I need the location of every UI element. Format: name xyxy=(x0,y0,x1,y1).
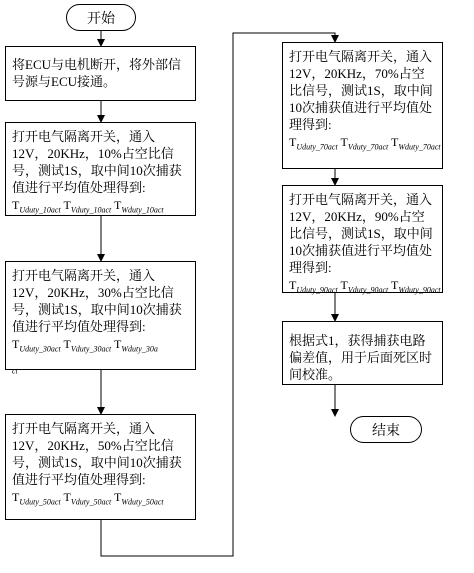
step-4-box xyxy=(5,414,196,520)
step-6-text: 打开电气隔离开关，通入12V，20KHz，90%占空比信号，测试1S，取中间10次捕获值进行平均值处理得到: xyxy=(289,192,433,275)
step-3-box xyxy=(5,261,196,376)
step-4-values: $T_{Uduty\_50act}$ $T_{Vduty\_50act}$ $T_{Wduty\_50act}$ xyxy=(12,490,164,507)
step-1-box xyxy=(5,46,196,101)
step-2-text: 打开电气隔离开关，通入12V，20KHz，10%占空比信号，测试1S，取中间10次捕获值进行平均值处理得到: xyxy=(12,129,182,195)
step-3-values: $T_{Uduty\_30act}$ $T_{Vduty\_30act}$ $T_{Wduty\_30a}$ xyxy=(12,337,158,354)
start-label: 开始 xyxy=(87,11,115,27)
end-label: 结束 xyxy=(372,423,400,439)
step-2-values: $T_{Uduty\_10act}$ $T_{Vduty\_10act}$ $T_{Wduty\_10act}$ xyxy=(12,198,164,215)
step-4-text: 打开电气隔离开关，通入12V，20KHz，50%占空比信号，测试1S，取中间10次捕获值进行平均值处理得到: xyxy=(12,421,182,487)
end-terminal xyxy=(350,416,422,443)
step-3-values-wrap: ct xyxy=(12,366,18,376)
step-1-text: 将ECU与电机断开，将外部信号源与ECU接通。 xyxy=(12,57,182,89)
step-5-text: 打开电气隔离开关，通入12V，20KHz，70%占空比信号，测试1S，取中间10次捕获值进行平均值处理得到: xyxy=(289,49,433,132)
step-6-values: $T_{Uduty\_90act}$ $T_{Vduty\_90act}$ $T_{Wduty\_90act}$ xyxy=(289,278,441,295)
step-5-values: $T_{Uduty\_70act}$ $T_{Vduty\_70act}$ $T_{Wduty\_70act}$ xyxy=(289,135,441,152)
step-5-box xyxy=(282,42,443,169)
step-7-box xyxy=(282,321,443,385)
start-terminal xyxy=(66,4,136,31)
step-6-box xyxy=(282,185,443,293)
step-3-text: 打开电气隔离开关，通入12V，20KHz，30%占空比信号，测试1S，取中间10次捕获值进行平均值处理得到: xyxy=(12,268,182,334)
step-7-text: 根据式1，获得捕获电路偏差值，用于后面死区时间校准。 xyxy=(289,333,433,382)
step-2-box xyxy=(5,122,196,216)
